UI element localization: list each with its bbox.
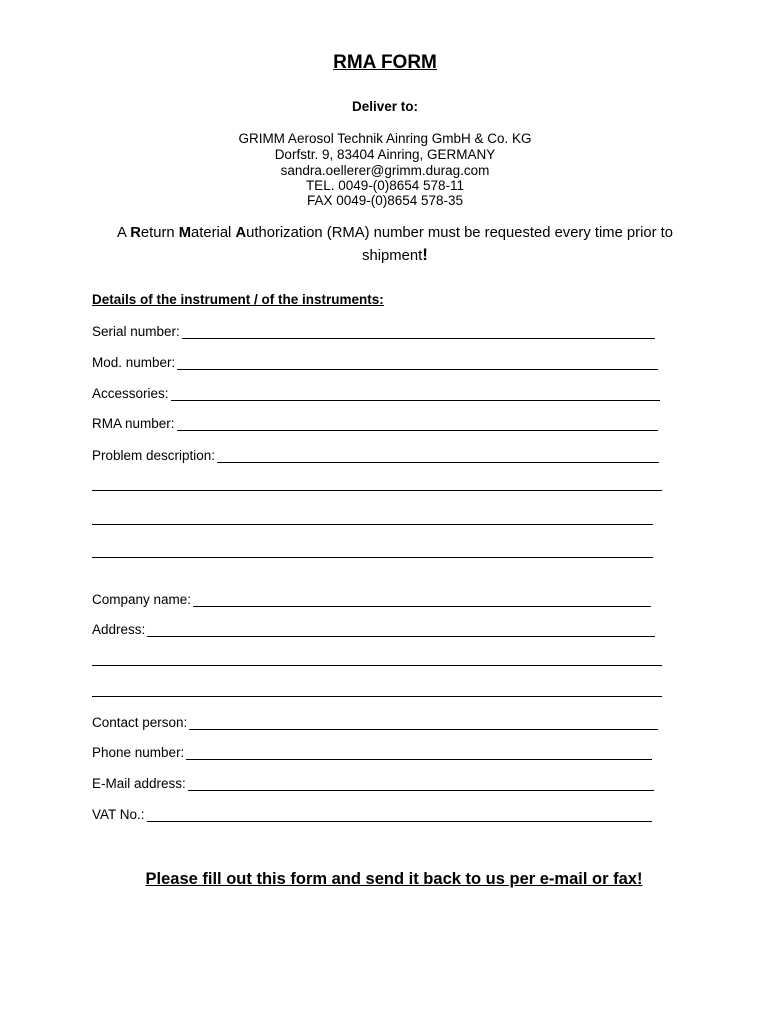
problem-description-blank-line[interactable] — [92, 523, 653, 525]
contact-person-label: Contact person: — [92, 715, 188, 730]
address-blank-line[interactable] — [92, 664, 662, 666]
company-name-field[interactable] — [92, 589, 651, 607]
serial-number-field[interactable] — [92, 321, 655, 339]
address-street-line: Dorfstr. 9, 83404 Ainring, GERMANY — [274, 147, 496, 162]
problem-description-label: Problem description: — [92, 448, 216, 463]
phone-number-line[interactable] — [186, 745, 652, 760]
address-tel-line: TEL. 0049-(0)8654 578-11 — [305, 178, 465, 193]
problem-description-blank-line[interactable] — [92, 489, 662, 491]
accessories-line[interactable] — [171, 386, 660, 401]
address-label: Address: — [92, 622, 146, 637]
accessories-label: Accessories: — [92, 386, 169, 401]
company-name-label: Company name: — [92, 592, 192, 607]
email-address-label: E-Mail address: — [92, 776, 186, 791]
deliver-to-heading: Deliver to: — [351, 99, 419, 114]
email-address-line[interactable] — [188, 776, 654, 791]
contact-person-line[interactable] — [189, 715, 658, 730]
instrument-details-heading: Details of the instrument / of the instruments: — [92, 292, 384, 307]
address-blank-line[interactable] — [92, 695, 662, 697]
address-field[interactable] — [92, 619, 655, 637]
phone-number-field[interactable] — [92, 742, 652, 760]
company-name-line[interactable] — [193, 592, 651, 607]
phone-number-label: Phone number: — [92, 745, 185, 760]
footer-instruction: Please fill out this form and send it back to us per e-mail or fax! — [145, 870, 643, 888]
problem-description-blank-line[interactable] — [92, 556, 653, 558]
address-fax-line: FAX 0049-(0)8654 578-35 — [306, 193, 464, 208]
serial-number-label: Serial number: — [92, 324, 180, 339]
rma-number-line[interactable] — [177, 416, 658, 431]
email-address-field[interactable] — [92, 773, 654, 791]
address-company-line: GRIMM Aerosol Technik Ainring GmbH & Co. KG — [238, 131, 532, 146]
address-email-line: sandra.oellerer@grimm.durag.com — [280, 163, 490, 178]
mod-number-label: Mod. number: — [92, 355, 176, 370]
form-title: RMA FORM — [333, 52, 437, 73]
mod-number-field[interactable] — [92, 352, 658, 370]
vat-number-label: VAT No.: — [92, 807, 145, 822]
problem-description-line[interactable] — [217, 448, 659, 463]
rma-notice: A Return Material Authorization (RMA) number must be requested every time prior to shipment! — [117, 225, 673, 264]
address-line[interactable] — [147, 622, 655, 637]
vat-number-line[interactable] — [147, 807, 652, 822]
mod-number-line[interactable] — [177, 355, 658, 370]
serial-number-line[interactable] — [182, 324, 655, 339]
problem-description-field[interactable] — [92, 445, 659, 463]
accessories-field[interactable] — [92, 383, 660, 401]
contact-person-field[interactable] — [92, 712, 658, 730]
vat-number-field[interactable] — [92, 804, 652, 822]
rma-number-field[interactable] — [92, 413, 658, 431]
rma-number-label: RMA number: — [92, 416, 175, 431]
